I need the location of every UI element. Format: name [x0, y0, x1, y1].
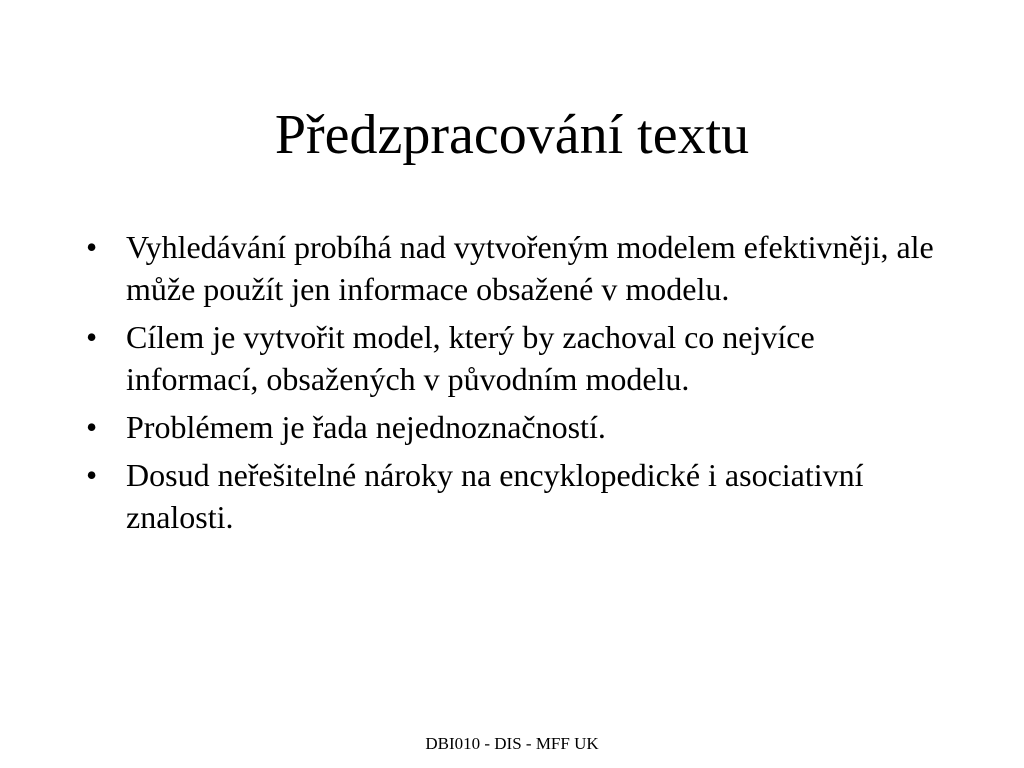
bullet-marker: • — [86, 457, 98, 493]
bullet-list — [86, 226, 946, 544]
bullet-item — [86, 406, 946, 448]
bullet-text: Cílem je vytvořit model, který by zachoval co nejvíce informací, obsažených v původním modelu. — [126, 319, 815, 397]
bullet-marker: • — [86, 229, 98, 265]
bullet-item — [86, 226, 946, 310]
bullet-marker: • — [86, 319, 98, 355]
bullet-item — [86, 454, 946, 538]
bullet-item — [86, 316, 946, 400]
bullet-marker: • — [86, 409, 98, 445]
bullet-text: Vyhledávání probíhá nad vytvořeným modelem efektivněji, ale může použít jen informace obsažené v modelu. — [126, 229, 934, 307]
bullet-text: Dosud neřešitelné nároky na encyklopedické i asociativní znalosti. — [126, 457, 864, 535]
bullet-text: Problémem je řada nejednoznačností. — [126, 409, 606, 445]
slide-footer: DBI010 - DIS - MFF UK — [425, 734, 599, 753]
slide-title: Předzpracování textu — [274, 104, 750, 166]
